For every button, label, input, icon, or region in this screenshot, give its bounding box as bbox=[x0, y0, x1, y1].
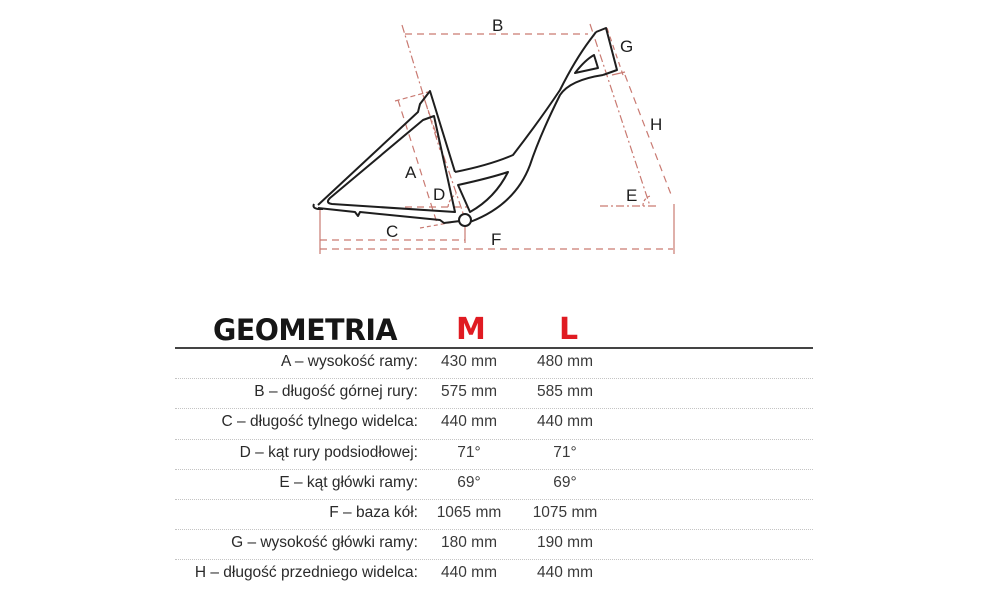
row-label: C – długość tylnego widelca: bbox=[221, 413, 418, 431]
value-m: 71° bbox=[457, 443, 481, 461]
label-c: C bbox=[386, 222, 399, 241]
label-a: A bbox=[405, 163, 417, 182]
table-row bbox=[175, 530, 813, 560]
value-l: 190 mm bbox=[537, 534, 593, 552]
label-d: D bbox=[433, 185, 446, 204]
table-row bbox=[175, 409, 813, 439]
bike-frame bbox=[314, 28, 618, 226]
row-label: G – wysokość główki ramy: bbox=[231, 534, 418, 552]
value-l: 69° bbox=[553, 473, 577, 491]
table-title: GEOMETRIA bbox=[213, 313, 398, 347]
value-m: 180 mm bbox=[441, 534, 497, 552]
table-row bbox=[175, 379, 813, 409]
table-row bbox=[175, 349, 813, 379]
table-row bbox=[175, 560, 813, 589]
geometry-header bbox=[175, 311, 813, 349]
label-e: E bbox=[626, 186, 638, 205]
row-label: F – baza kół: bbox=[329, 503, 418, 521]
label-g: G bbox=[620, 37, 634, 56]
dimension-labels bbox=[386, 16, 662, 249]
value-m: 1065 mm bbox=[436, 503, 502, 521]
value-m: 430 mm bbox=[441, 353, 497, 370]
row-label: B – długość górnej rury: bbox=[254, 383, 418, 401]
label-h: H bbox=[650, 115, 663, 134]
table-row bbox=[175, 500, 813, 530]
label-b: B bbox=[492, 16, 504, 35]
value-l: 440 mm bbox=[537, 413, 593, 431]
value-l: 480 mm bbox=[537, 353, 593, 370]
value-m: 575 mm bbox=[441, 383, 497, 401]
row-label: E – kąt główki ramy: bbox=[279, 473, 418, 491]
row-label: D – kąt rury podsiodłowej: bbox=[239, 443, 418, 461]
size-header-l: L bbox=[559, 312, 579, 347]
value-l: 71° bbox=[553, 443, 577, 461]
value-l: 440 mm bbox=[537, 564, 593, 582]
size-header-m: M bbox=[456, 312, 486, 347]
value-m: 440 mm bbox=[441, 413, 497, 431]
value-m: 440 mm bbox=[441, 564, 497, 582]
dimension-lines bbox=[320, 24, 674, 254]
table-row bbox=[175, 470, 813, 500]
table-row bbox=[175, 440, 813, 470]
geometry-table bbox=[175, 349, 813, 590]
row-label: H – długość przedniego widelca: bbox=[194, 564, 418, 582]
value-m: 69° bbox=[457, 473, 481, 491]
value-l: 585 mm bbox=[537, 383, 593, 401]
value-l: 1075 mm bbox=[532, 503, 598, 521]
row-label: A – wysokość ramy: bbox=[281, 353, 418, 370]
label-f: F bbox=[491, 230, 502, 249]
